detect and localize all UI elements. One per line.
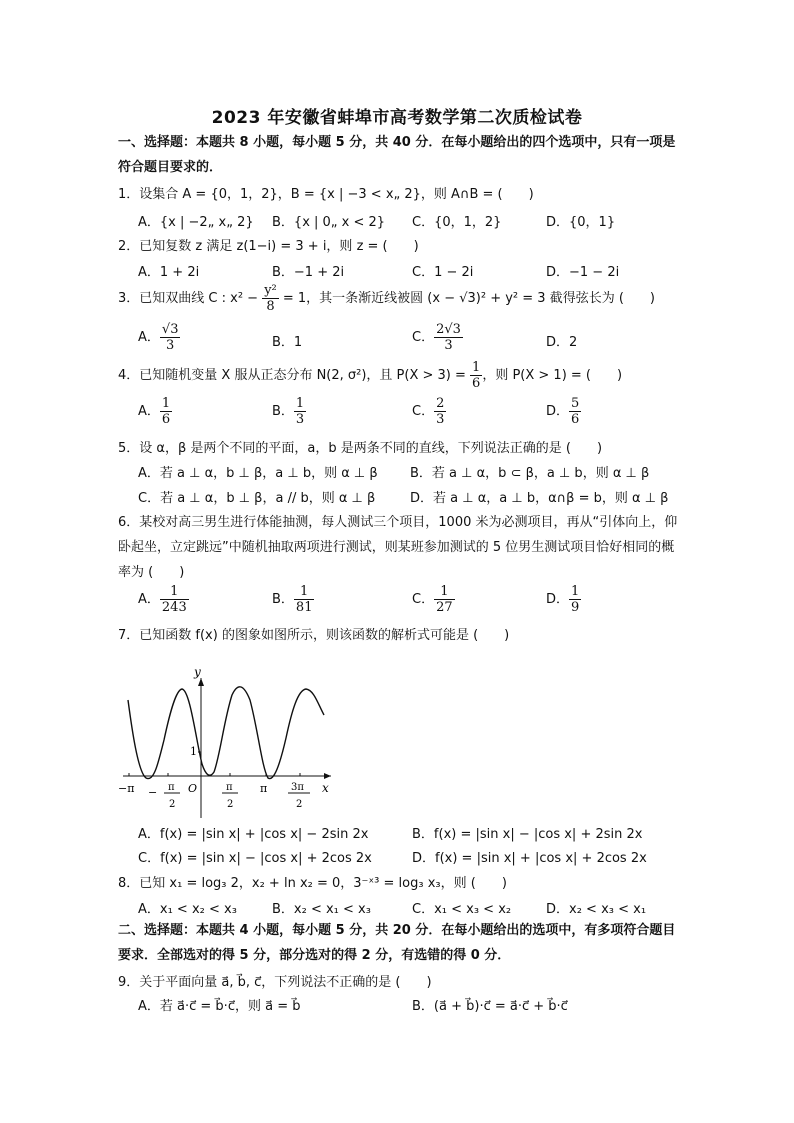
pi-label: π <box>260 782 268 795</box>
question-7-option-d: D．f(x) = |sin x| + |cos x| + 2cos 2x <box>412 851 647 866</box>
question-7-stem: 7．已知函数 f(x) 的图象如图所示，则该函数的解析式可能是 ( ) <box>118 628 510 643</box>
half-pi-numerator: π <box>226 782 233 793</box>
fraction-numerator: 1 <box>295 396 305 411</box>
fraction-denominator: 81 <box>295 600 313 615</box>
question-4-stem-post: ，则 P(X > 1) = ( ) <box>482 368 623 383</box>
question-8-stem: 8．已知 x₁ = log₃ 2，x₂ + ln x₂ = 0，3⁻ˣ³ = log₃ x₃，则 ( ) <box>118 876 507 891</box>
question-8-option-d: D．x₂ < x₃ < x₁ <box>546 902 647 917</box>
question-3-option-b: B．1 <box>272 335 303 350</box>
x-axis-label: x <box>322 781 329 795</box>
fraction-numerator: 1 <box>160 584 189 600</box>
option-letter: B． <box>272 404 294 419</box>
neg-half-pi-numerator: π <box>168 782 175 793</box>
fraction-numerator: 1 <box>294 584 315 600</box>
function-curve <box>128 687 324 779</box>
fraction-denominator: 3 <box>166 338 175 353</box>
question-6-option-a <box>138 584 189 615</box>
question-2-stem: 2．已知复数 z 满足 z(1−i) = 3 + i，则 z = ( ) <box>118 239 419 254</box>
fraction-numerator: 1 <box>472 360 481 375</box>
origin-label: O <box>188 782 198 795</box>
y-axis-arrow <box>198 678 204 686</box>
fraction-numerator: 2 <box>436 396 445 411</box>
fraction-denominator: 6 <box>161 412 171 427</box>
question-5-option-a: A．若 a ⊥ α，b ⊥ β，a ⊥ b，则 α ⊥ β <box>138 466 378 481</box>
option-letter: A． <box>138 404 160 419</box>
question-4-option-b <box>272 396 306 427</box>
y-axis-label: y <box>194 665 201 679</box>
question-5-option-c: C．若 a ⊥ α，b ⊥ β，a // b，则 α ⊥ β <box>138 491 376 506</box>
fraction-numerator: 5 <box>571 396 580 411</box>
question-1-option-c: C．{0，1，2} <box>412 215 502 230</box>
question-6-option-b <box>272 584 314 615</box>
fraction-numerator: 2√3 <box>436 322 461 337</box>
fraction-denominator: 3 <box>444 338 453 353</box>
fraction-denominator: 3 <box>436 412 445 427</box>
question-2-option-c: C．1 − 2i <box>412 265 474 280</box>
fraction-numerator: y² <box>264 283 277 298</box>
question-4-option-d <box>546 396 581 427</box>
question-3-option-c <box>412 322 463 353</box>
neg-half-pi-denominator: 2 <box>169 799 176 810</box>
fraction-denominator: 6 <box>571 412 580 427</box>
function-graph <box>118 660 338 825</box>
question-4-option-c <box>412 396 446 427</box>
question-5-option-b: B．若 a ⊥ α，b ⊂ β，a ⊥ b，则 α ⊥ β <box>410 466 650 481</box>
question-2-option-a: A．1 + 2i <box>138 265 200 280</box>
question-7-option-b: B．f(x) = |sin x| − |cos x| + 2sin 2x <box>412 827 643 842</box>
option-letter: D． <box>546 592 570 607</box>
question-3-fraction <box>262 283 279 314</box>
question-8-option-a: A．x₁ < x₂ < x₃ <box>138 902 237 917</box>
question-6-option-c <box>412 584 455 615</box>
question-6-option-d <box>546 584 581 615</box>
fraction-denominator: 243 <box>161 600 187 615</box>
neg-sign-label: − <box>148 786 158 799</box>
question-1-option-d: D．{0，1} <box>546 215 616 230</box>
x-axis-arrow <box>324 773 331 779</box>
fraction-denominator: 6 <box>472 376 481 391</box>
option-letter: C． <box>412 592 435 607</box>
question-1-stem: 1．设集合 A = {0，1，2}，B = {x | −3 < x„ 2}，则 A∩B = ( ) <box>118 187 534 202</box>
question-2-option-d: D．−1 − 2i <box>546 265 620 280</box>
question-8-option-c: C．x₁ < x₃ < x₂ <box>412 902 512 917</box>
question-3-stem-pre: 3．已知双曲线 C : x² − <box>118 291 263 306</box>
fraction-denominator: 3 <box>295 412 305 427</box>
option-letter: C． <box>412 330 435 345</box>
fraction-numerator: 1 <box>434 584 455 600</box>
fraction-denominator: 27 <box>436 600 453 615</box>
question-7-option-c: C．f(x) = |sin x| − |cos x| + 2cos 2x <box>138 851 372 866</box>
fraction-denominator: 9 <box>571 600 580 615</box>
question-2-option-b: B．−1 + 2i <box>272 265 345 280</box>
question-3-stem <box>118 283 655 314</box>
fraction-numerator: 1 <box>161 396 171 411</box>
option-letter: A． <box>138 592 160 607</box>
section-2-heading: 二、选择题：本题共 4 小题，每小题 5 分，共 20 分．在每小题给出的选项中，有多项符合题目要求．全部选对的得 5 分，部分选对的得 2 分，有选错的得 0 分． <box>118 923 676 963</box>
question-4-stem <box>118 360 622 391</box>
option-letter: C． <box>412 404 435 419</box>
question-9-stem: 9．关于平面向量 a⃗, b⃗, c⃗，下列说法不正确的是 ( ) <box>118 975 432 990</box>
three-half-pi-numerator: 3π <box>291 782 304 793</box>
question-3-option-d: D．2 <box>546 335 578 350</box>
question-1-option-a: A．{x | −2„ x„ 2} <box>138 215 254 230</box>
question-4-option-a <box>138 396 172 427</box>
fraction-numerator: √3 <box>161 322 179 337</box>
question-9-option-a: A．若 a⃗·c⃗ = b⃗·c⃗，则 a⃗ = b⃗ <box>138 999 301 1014</box>
option-letter: D． <box>546 404 570 419</box>
question-8-option-b: B．x₂ < x₁ < x₃ <box>272 902 371 917</box>
question-7-option-a: A．f(x) = |sin x| + |cos x| − 2sin 2x <box>138 827 369 842</box>
page-title: 2023 年安徽省蚌埠市高考数学第二次质检试卷 <box>211 108 583 128</box>
fraction-denominator: 8 <box>266 299 275 314</box>
question-4-stem-pre: 4．已知随机变量 X 服从正态分布 N(2, σ²)，且 P(X > 3) = <box>118 368 471 383</box>
half-pi-denominator: 2 <box>227 799 234 810</box>
option-letter: A． <box>138 330 160 345</box>
section-1-heading: 一、选择题：本题共 8 小题，每小题 5 分，共 40 分．在每小题给出的四个选项中，只有一项是符合题目要求的． <box>118 135 676 175</box>
question-9-option-b: B．(a⃗ + b⃗)·c⃗ = a⃗·c⃗ + b⃗·c⃗ <box>412 999 568 1014</box>
question-3-option-a <box>138 322 180 353</box>
option-letter: B． <box>272 592 294 607</box>
neg-pi-label: −π <box>118 782 135 795</box>
y-one-label: 1 <box>190 745 197 758</box>
question-5-stem: 5．设 α，β 是两个不同的平面，a，b 是两条不同的直线，下列说法正确的是 ( ) <box>118 441 603 456</box>
question-1-option-b: B．{x | 0„ x < 2} <box>272 215 386 230</box>
question-6-stem: 6．某校对高三男生进行体能抽测，每人测试三个项目，1000 米为必测项目，再从“引体向上，仰卧起坐，立定跳远”中随机抽取两项进行测试，则某班参加测试的 5 位男生测试项目恰好相同的概率为 ( ) <box>118 515 678 580</box>
question-5-option-d: D．若 a ⊥ α，a ⊥ b，α∩β = b，则 α ⊥ β <box>410 491 669 506</box>
question-3-stem-post: = 1，其一条渐近线被圆 (x − √3)² + y² = 3 截得弦长为 ( ) <box>278 291 655 306</box>
three-half-pi-denominator: 2 <box>296 799 303 810</box>
fraction-numerator: 1 <box>571 584 580 599</box>
